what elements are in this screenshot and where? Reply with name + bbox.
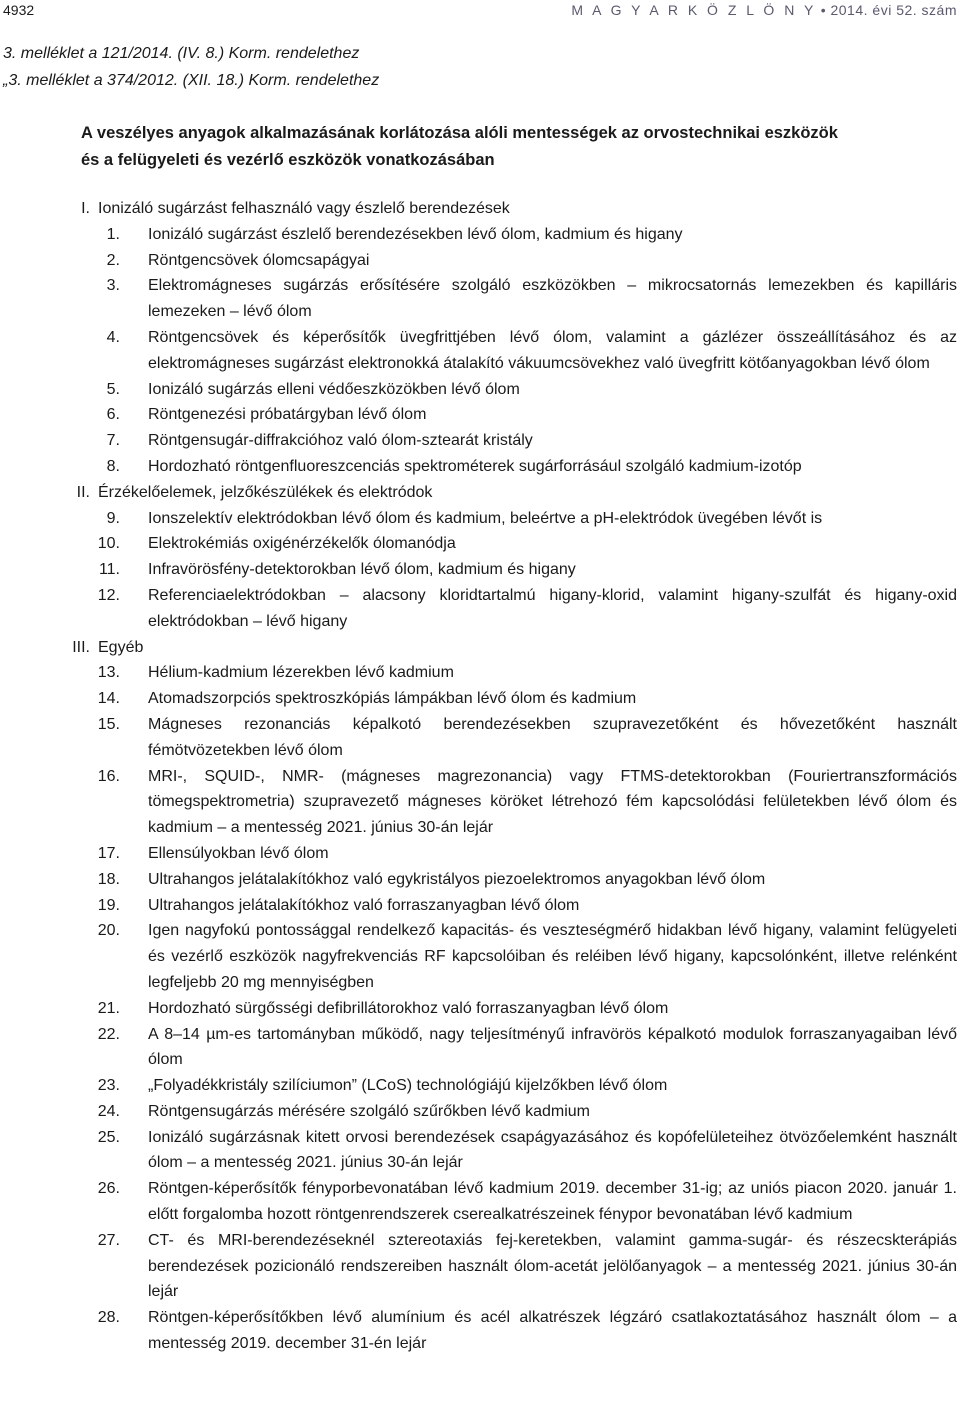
- title-line: A veszélyes anyagok alkalmazásának korlátozása alóli mentességek az orvostechnikai eszközök: [81, 124, 838, 142]
- item-text: Röntgensugár-diffrakcióhoz való ólom-sztearát kristály: [148, 432, 533, 450]
- title-line: és a felügyeleti és vezérlő eszközök vonatkozásában: [81, 151, 495, 169]
- list-item: [0, 377, 960, 403]
- list-item: [0, 583, 960, 635]
- running-head: [571, 2, 957, 18]
- section-number: II.: [76, 483, 90, 501]
- item-text: Röntgencsövek és képerősítők üvegfrittjében lévő ólom, valamint a gázlézer összeállításához és az elektromágneses sugárzást elektronokká átalakító vákuumcsövekhez való üvegfritt kötőanyagokban lévő ólom: [148, 328, 957, 372]
- item-number: 17.: [97, 844, 120, 862]
- section-title: Érzékelőelemek, jelzőkészülékek és elektródok: [98, 483, 433, 501]
- list-item: [0, 248, 960, 274]
- item-text: Röntgen-képerősítőkben lévő alumínium és acél alkatrészek légzáró csatlakoztatásához használt ólom – a mentesség 2019. december 31-én lejár: [148, 1309, 957, 1353]
- list-item: [0, 428, 960, 454]
- item-text: Hélium-kadmium lézerekben lévő kadmium: [148, 664, 454, 682]
- item-number: 18.: [97, 870, 120, 888]
- item-number: 3.: [106, 277, 120, 295]
- item-number: 6.: [106, 406, 120, 424]
- item-text: Infravörösfény-detektorokban lévő ólom, kadmium és higany: [148, 561, 576, 579]
- item-text: Röntgen-képerősítők fényporbevonatában lévő kadmium 2019. december 31-ig; az uniós piacon 2020. január 1. előtt forgalomba hozott röntgenrendszerek cserealkatrészeinek fénypor bevonatában lévő kadmium: [148, 1180, 957, 1224]
- item-text: Mágneses rezonanciás képalkotó berendezésekben szupravezetőként és hővezetőként használt fémötvözetekben lévő ólom: [148, 715, 957, 759]
- item-text: Ionszelektív elektródokban lévő ólom és kadmium, beleértve a pH-elektródok üvegében lévőt is: [148, 509, 823, 527]
- list-item: [0, 764, 960, 841]
- item-number: 9.: [106, 509, 120, 527]
- list-item: [0, 660, 960, 686]
- item-number: 27.: [97, 1231, 120, 1249]
- item-number: 16.: [97, 767, 120, 785]
- item-text: „Folyadékkristály szilíciumon” (LCoS) technológiájú kijelzőkben lévő ólom: [148, 1077, 668, 1095]
- item-text: Elektromágneses sugárzás erősítésére szolgáló eszközökben – mikrocsatornás lemezekben és kapilláris lemezeken – lévő ólom: [148, 277, 957, 321]
- item-number: 7.: [106, 432, 120, 450]
- list-item: [0, 893, 960, 919]
- item-number: 5.: [106, 380, 120, 398]
- list-item: [0, 1228, 960, 1305]
- item-number: 24.: [97, 1102, 120, 1120]
- list-item: [0, 1176, 960, 1228]
- list-item: [0, 402, 960, 428]
- item-number: 19.: [97, 896, 120, 914]
- item-text: Röntgencsövek ólomcsapágyai: [148, 251, 370, 269]
- page-header: [0, 0, 960, 22]
- item-text: MRI-, SQUID-, NMR- (mágneses magrezonancia) vagy FTMS-detektorokban (Fouriertranszformációs tömegspektrometria) szupravezető mágneses köröket létrehozó fém kapcsolódási felületekben lévő ólom és kadmium – a mentesség 2021. június 30-án lejár: [148, 767, 957, 837]
- item-text: Ionizáló sugárzás elleni védőeszközökben lévő ólom: [148, 380, 520, 398]
- annex-reference: 3. melléklet a 121/2014. (IV. 8.) Korm. rendelethez: [3, 45, 360, 62]
- item-text: Hordozható röntgenfluoreszcenciás spektrométerek sugárforrásául szolgáló kadmium-izotóp: [148, 457, 802, 475]
- list-item: [0, 686, 960, 712]
- section-heading: [0, 196, 960, 222]
- list-item: [0, 867, 960, 893]
- item-number: 14.: [97, 690, 120, 708]
- item-text: Ultrahangos jelátalakítókhoz való forraszanyagban lévő ólom: [148, 896, 580, 914]
- item-text: Atomadszorpciós spektroszkópiás lámpákban lévő ólom és kadmium: [148, 690, 637, 708]
- item-number: 13.: [97, 664, 120, 682]
- item-number: 25.: [97, 1128, 120, 1146]
- item-text: A 8–14 µm-es tartományban működő, nagy teljesítményű infravörös képalkotó modulok forraszanyagaiban lévő ólom: [148, 1025, 957, 1069]
- item-text: Ionizáló sugárzást észlelő berendezésekben lévő ólom, kadmium és higany: [148, 225, 683, 243]
- list-item: [0, 1073, 960, 1099]
- item-text: Igen nagyfokú pontossággal rendelkező kapacitás- és veszteségmérő hidakban lévő higany, valamint felügyeleti és vezérlő eszközök nagyfrekvenciás RF kapcsolóiban és reléiben lévő higany, kapcsolónként, illetve relénként legfeljebb 20 mg mennyiségben: [148, 922, 957, 991]
- item-number: 20.: [97, 922, 120, 940]
- list-item: [0, 1099, 960, 1125]
- header-separator: •: [820, 2, 827, 18]
- list-item: [0, 712, 960, 764]
- list-item: [0, 454, 960, 480]
- item-number: 15.: [97, 715, 120, 733]
- section-heading: [0, 635, 960, 661]
- list-item: [0, 841, 960, 867]
- item-number: 21.: [97, 999, 120, 1017]
- item-number: 23.: [97, 1077, 120, 1095]
- list-item: [0, 531, 960, 557]
- item-text: Ellensúlyokban lévő ólom: [148, 844, 329, 862]
- item-text: CT- és MRI-berendezéseknél sztereotaxiás fej-keretekben, valamint gamma-sugár- és részecskterápiás berendezések pozicionáló rendszereiben használt ólom-acetát jelölőanyagok – a mentesség 2021. június 30-án lejár: [148, 1231, 957, 1301]
- list-item: [0, 506, 960, 532]
- document-title: [81, 120, 941, 174]
- section-title: Ionizáló sugárzást felhasználó vagy észlelő berendezések: [98, 200, 510, 217]
- item-number: 8.: [106, 457, 120, 475]
- section-number: I.: [81, 200, 90, 217]
- issue-label: 2014. évi 52. szám: [830, 2, 957, 18]
- annex-amended-reference: „3. melléklet a 374/2012. (XII. 18.) Korm. rendelethez: [3, 72, 380, 89]
- item-text: Röntgenezési próbatárgyban lévő ólom: [148, 406, 427, 424]
- section-number: III.: [72, 638, 90, 656]
- list-item: [0, 996, 960, 1022]
- item-number: 26.: [97, 1180, 120, 1198]
- item-text: Referenciaelektródokban – alacsony kloridtartalmú higany-klorid, valamint higany-szulfát és higany-oxid elektródokban – lévő higany: [148, 586, 957, 630]
- journal-name: M A G Y A R K Ö Z L Ö N Y: [571, 2, 817, 18]
- list-item: [0, 325, 960, 377]
- list-item: [0, 273, 960, 325]
- item-number: 12.: [97, 586, 120, 604]
- item-text: Elektrokémiás oxigénérzékelők ólomanódja: [148, 535, 456, 553]
- list-item: [0, 1022, 960, 1074]
- section-title: Egyéb: [98, 638, 144, 656]
- item-text: Röntgensugárzás mérésére szolgáló szűrőkben lévő kadmium: [148, 1102, 590, 1120]
- list-item: [0, 1305, 960, 1357]
- list-item: [0, 918, 960, 995]
- item-number: 2.: [106, 251, 120, 269]
- item-text: Ionizáló sugárzásnak kitett orvosi berendezések csapágyazásához és kopófelületeihez ötvözőelemként használt ólom – a mentesség 2021. június 30-án lejár: [148, 1128, 957, 1172]
- section-heading: [0, 480, 960, 506]
- item-number: 22.: [97, 1025, 120, 1043]
- item-text: Hordozható sürgősségi defibrillátorokhoz való forraszanyagban lévő ólom: [148, 999, 669, 1017]
- item-number: 11.: [98, 561, 120, 579]
- item-number: 28.: [97, 1309, 120, 1327]
- item-number: 1.: [106, 225, 120, 243]
- list-item: [0, 222, 960, 248]
- item-text: Ultrahangos jelátalakítókhoz való egykristályos piezoelektromos anyagokban lévő ólom: [148, 870, 766, 888]
- page-number: 4932: [3, 2, 35, 18]
- item-number: 4.: [106, 328, 120, 346]
- list-item: [0, 557, 960, 583]
- list-item: [0, 1125, 960, 1177]
- item-number: 10.: [97, 535, 120, 553]
- exemption-list: [0, 196, 960, 1357]
